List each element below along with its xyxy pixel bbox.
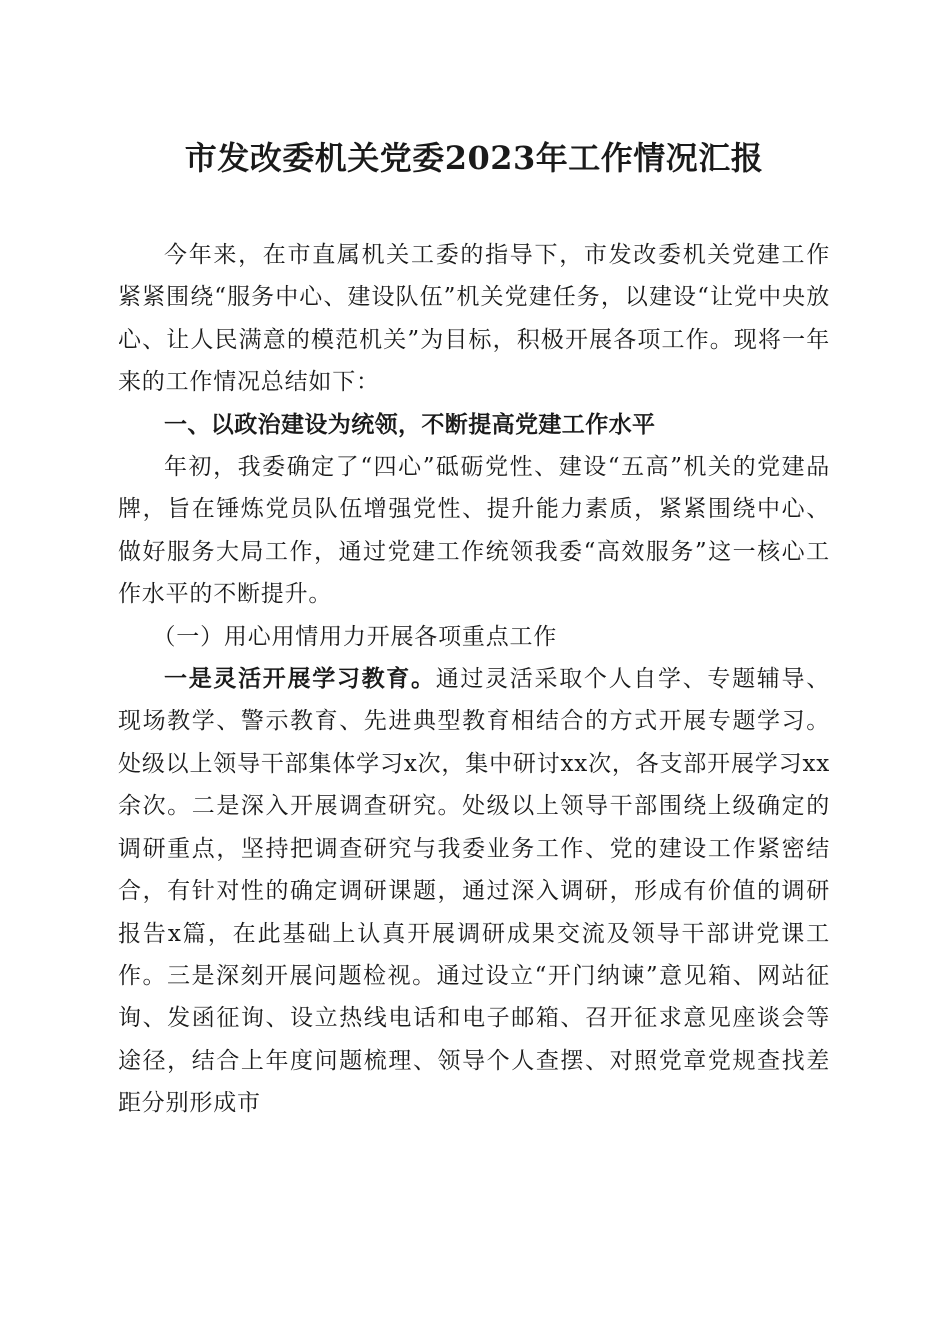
document-title: 市发改委机关党委2023年工作情况汇报	[184, 139, 764, 177]
intro-paragraph: 今年来，在市直属机关工委的指导下，市发改委机关党建工作紧紧围绕“服务中心、建设队伍”机关党建任务，以建设“让党中央放心、让人民满意的模范机关”为目标，积极开展各项工作。现将一年来的工作情况总结如下：	[118, 242, 830, 396]
subsection-1-paragraph	[118, 658, 830, 1124]
subsection-1-lead: 一是灵活开展学习教育。	[164, 665, 436, 693]
document-body	[118, 234, 830, 1125]
subsection-1-text: 通过灵活采取个人自学、专题辅导、现场教学、警示教育、先进典型教育相结合的方式开展专题学习。处级以上领导干部集体学习x次，集中研讨xx次，各支部开展学习xx余次。二是深入开展调查研究。处级以上领导干部围绕上级确定的调研重点，坚持把调查研究与我委业务工作、党的建设工作紧密结合，有针对性的确定调研课题，通过深入调研，形成有价值的调研报告x篇，在此基础上认真开展调研成果交流及领导干部讲党课工作。三是深刻开展问题检视。通过设立“开门纳谏”意见箱、网站征询、发函征询、设立热线电话和电子邮箱、召开征求意见座谈会等途径，结合上年度问题梳理、领导个人查摆、对照党章党规查找差距分别形成市	[118, 666, 830, 1117]
section-1-paragraph: 年初，我委确定了“四心”砥砺党性、建设“五高”机关的党建品牌，旨在锤炼党员队伍增强党性、提升能力素质，紧紧围绕中心、做好服务大局工作，通过党建工作统领我委“高效服务”这一核心工作水平的不断提升。	[118, 454, 830, 608]
section-1-heading: 一、以政治建设为统领，不断提高党建工作水平	[164, 411, 656, 438]
subsection-1-heading: （一）用心用情用力开展各项重点工作	[152, 623, 558, 650]
